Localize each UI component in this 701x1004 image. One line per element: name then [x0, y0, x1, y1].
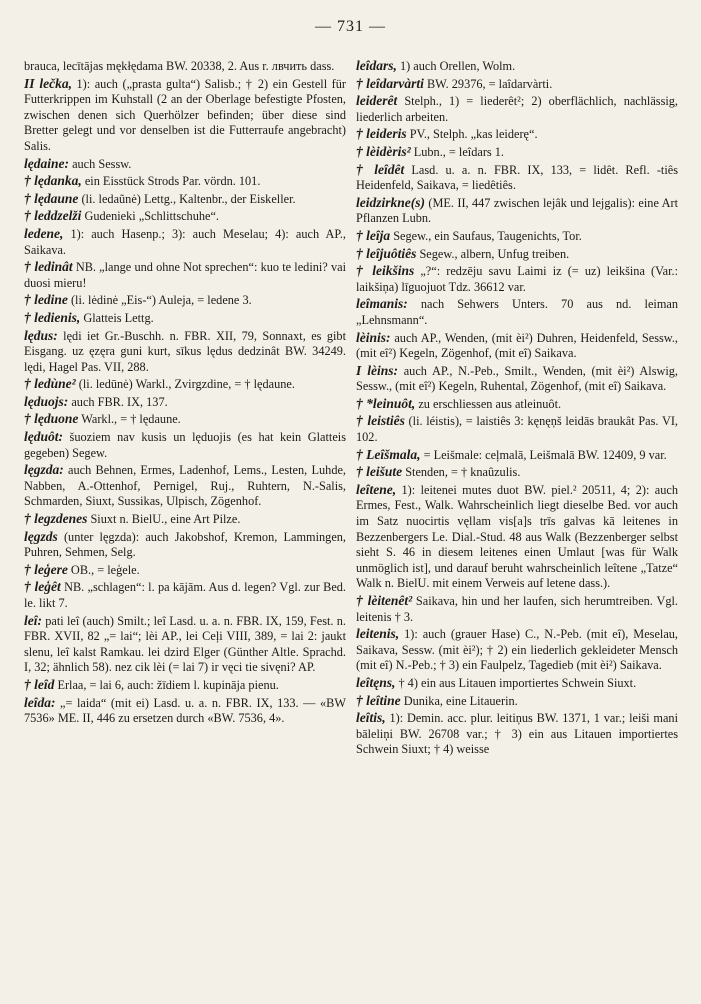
dictionary-entry — [356, 396, 678, 413]
entry-headword: leîdars, — [356, 58, 397, 73]
entry-headword: lèinis: — [356, 329, 391, 345]
entry-headword: † lędanka, — [24, 173, 82, 189]
dictionary-entry — [356, 693, 678, 710]
entry-text: OB., = leģele. — [67, 562, 140, 577]
entry-text: „= laida“ (mit ei) Lasd. u. a. n. FBR. IX, 133. — «BW 7536» ME. II, 446 zu ersetzen durch «BW. 7536, 4». — [24, 695, 346, 726]
entry-headword: † leideris — [356, 126, 407, 142]
entry-headword: † leikšins — [356, 263, 415, 279]
entry-headword: lęgzds — [24, 528, 58, 544]
entry-text: pati leî (auch) Smilt.; leî Lasd. u. a. n. FBR. IX, 159, Fest. n. FBR. XVII, 82 „= lai“; lèi AP., lei Ceļi VIII, 389, = lai 2: jaukt slenu, leî kalst Ramkau. lei dzird Elger (Günther Altle. Sprachd. I, 32; ähnlich 58). nez cik lèi (= lai 7) ir vęci tie sivęni? AP. — [24, 613, 346, 675]
entry-text: Erlaa, = lai 6, auch: žīdiem l. kupināja pienu. — [54, 677, 279, 692]
entry-text: Stelph., 1) = liederêt²; 2) oberflächlich, nachlässig, liederlich arbeiten. — [356, 94, 678, 124]
entry-headword: leîda: — [24, 694, 56, 710]
dictionary-entry — [356, 162, 678, 194]
dictionary-entry — [356, 228, 678, 245]
entry-headword: † lèitenêt² — [356, 593, 413, 608]
dictionary-entry — [356, 296, 678, 328]
entry-headword: † *leinuôt, — [356, 395, 416, 411]
dictionary-entry — [24, 562, 346, 579]
dictionary-entry — [24, 394, 346, 411]
entry-headword: † ledùne² — [24, 376, 76, 392]
entry-headword: † legzdenes — [24, 511, 88, 527]
dictionary-entry — [24, 511, 346, 528]
entry-text: auch Behnen, Ermes, Ladenhof, Lems., Lesten, Luhde, Nabben, A.-Ottenhof, Pernigel, Ruj., Ruhtern, N.-Salis, Schmarden, Siuxt, Sussikas, Ulpisch, Zögenhof. — [24, 463, 346, 509]
entry-text: (li. ledūnė) Warkl., Zvirgzdine, = † lędaune. — [75, 377, 295, 392]
dictionary-entry — [356, 675, 678, 692]
entry-text: Warkl., = † lędaune. — [78, 412, 181, 427]
dictionary-entry — [356, 76, 678, 93]
entry-text: Dunika, eine Litauerin. — [400, 693, 518, 708]
entry-headword: lędus: — [24, 327, 58, 343]
entry-text: Segew., albern, Unfug treiben. — [416, 246, 570, 261]
entry-text: (unter lęgzda): auch Jakobshof, Kremon, Lammingen, Puhren, Sehmen, Selg. — [24, 529, 346, 560]
dictionary-entry — [24, 529, 346, 561]
entry-text: Lubn., = leîdars 1. — [410, 144, 505, 159]
entry-headword: † leģere — [24, 561, 68, 577]
entry-headword: ledene, — [24, 225, 64, 241]
dictionary-entry — [356, 263, 678, 295]
dictionary-entry — [24, 328, 346, 376]
dictionary-entry — [356, 710, 678, 758]
dictionary-entry — [356, 58, 678, 75]
entry-headword: † leģêt — [24, 579, 61, 595]
entry-headword: † ledine — [24, 292, 68, 308]
entry-headword: † ledinât — [24, 259, 73, 275]
entry-text: NB. „lange und ohne Not sprechen“: kuo te ledini? vai duosi mieru! — [24, 260, 346, 290]
dictionary-entry — [24, 695, 346, 727]
dictionary-entry — [356, 447, 678, 464]
dictionary-entry — [24, 292, 346, 309]
entry-headword: † lèidèris² — [356, 143, 411, 159]
entry-text: 1): auch Hasenp.; 3): auch Meselau; 4): auch AP., Saikava. — [24, 226, 346, 257]
entry-text: ein Eisstück Strods Par. vördn. 101. — [81, 174, 261, 189]
dictionary-entry — [356, 93, 678, 125]
dictionary-entry — [24, 613, 346, 676]
entry-text: 1): auch (grauer Hase) C., N.-Peb. (mit eî), Meselau, Saikava, Sessw. (mit èi²); † 2) ein liederlich gekleideter Mensch (mit eî) N.-Peb.; † 3) ein Faulpelz, Tagedieb (mit èi²) Saikava. — [356, 627, 678, 673]
entry-text: „?“: redzēju savu Laimi iz (= uz) leikšina (Var.: laikšiņa) līguojuot Tdz. 36612 var. — [356, 264, 678, 294]
dictionary-entry — [356, 413, 678, 445]
entry-text: 1): auch („prasta gulta“) Salisb.; † 2) ein Gestell für Futterkrippen im Kuhstall (2 an der Oberlage befestigte Pfosten, zwischen denen sich Querhölzer befinden; über diese sind Bretter gelegt und vor denselben ist die Futterraufe angebracht) Salis. — [24, 76, 346, 153]
entry-headword: leîtęns, — [356, 674, 396, 690]
dictionary-entry — [24, 429, 346, 461]
entry-headword: † lędaune — [24, 190, 79, 206]
entry-headword: † leîd — [24, 676, 55, 692]
entry-headword: † leîja — [356, 227, 391, 243]
entry-text: = Leišmale: ceļmalā, Leišmalā BW. 12409, 9 var. — [420, 447, 667, 462]
dictionary-entry — [24, 226, 346, 258]
entry-text: Gudenieki „Schlittschuhe“. — [81, 209, 219, 224]
entry-text: zu erschliessen aus atleinuôt. — [415, 396, 562, 411]
entry-text: 1) auch Orellen, Wolm. — [396, 59, 516, 73]
dictionary-entry — [24, 208, 346, 225]
dictionary-entry — [24, 58, 346, 75]
entry-text: Siuxt n. BielU., eine Art Pilze. — [87, 512, 241, 527]
dictionary-entry — [24, 173, 346, 190]
entry-text: BW. 29376, = laîdarvàrti. — [423, 76, 553, 91]
dictionary-entry — [356, 626, 678, 674]
entry-headword: † leîdêt — [356, 161, 405, 177]
entry-headword: lęduôt: — [24, 429, 63, 445]
dictionary-entry — [356, 363, 678, 395]
right-column — [356, 58, 678, 759]
left-column — [24, 58, 346, 728]
entry-text: (li. ledaũnė) Lettg., Kaltenbr., der Eiskeller. — [78, 191, 296, 206]
entry-headword: leî: — [24, 612, 42, 628]
dictionary-entry — [356, 482, 678, 592]
entry-headword: leidzirkne(s) — [356, 194, 425, 210]
entry-headword: I lèins: — [356, 362, 399, 378]
entry-text: † 4) ein aus Litauen importiertes Schwein Siuxt. — [395, 675, 637, 690]
entry-headword: † leîjuôtiês — [356, 245, 417, 261]
entry-text: Glatteis Lettg. — [80, 310, 154, 325]
entry-headword: † leišute — [356, 464, 403, 480]
dictionary-entry — [24, 411, 346, 428]
entry-headword: leîtis, — [356, 710, 386, 726]
entry-headword: † leistiês — [356, 413, 405, 429]
entry-text: auch FBR. IX, 137. — [68, 394, 168, 409]
dictionary-entry — [356, 126, 678, 143]
entry-headword: † leîdarvàrti — [356, 75, 424, 91]
entry-text: šuoziem nav kusis un lęduojis (es hat kein Glatteis gegeben) Segew. — [24, 430, 346, 460]
entry-text: auch AP., N.-Peb., Smilt., Wenden, (mit èi²) Alswig, Sessw., (mit eî²) Kegeln, Ruhental, Zögenhof, (mit eî) Saikava. — [356, 363, 678, 394]
dictionary-entry — [356, 464, 678, 481]
entry-text: Stenden, = † knaûzulis. — [402, 465, 521, 480]
entry-headword: † leîtine — [356, 692, 401, 708]
entry-text: Segew., ein Saufaus, Taugenichts, Tor. — [390, 228, 582, 243]
entry-text: auch AP., Wenden, (mit èi²) Duhren, Heidenfeld, Sessw., (mit eî²) Kegeln, Zögenhof, (mit eî) Saikava. — [356, 330, 678, 361]
dictionary-entry — [24, 462, 346, 510]
entry-text: (li. léistis), = laistiês 3: kęnęņš leidās braukât Pas. VI, 102. — [356, 414, 678, 445]
entry-text: 1): leitenei mutes duot BW. piel.² 20511, 4; 2): auch Ermes, Fest., Walk. Wahrscheinlich liegt dieselbe Bed. vor auch im Satz nuocirtis vęllam vis[a]s trīs galvas kā leitenes in Bezzenbergers Le. Dial.-Stud. 48 aus Walk (Bezzenberger selbst sieht S. 46 in diesem leitenes einen Umlaut [was für Walk unmöglich ist], und darauf beruht wahrscheinlich leîtene „Tatze“ Walk n. BielU. mit einem Verweis auf letene dass.). — [356, 482, 678, 591]
dictionary-entry — [24, 310, 346, 327]
entry-text: brauca, lecītājas mękłędama BW. 20338, 2. Aus r. лвчить dass. — [24, 59, 335, 73]
entry-headword: † lęduone — [24, 411, 79, 427]
dictionary-entry — [356, 330, 678, 362]
entry-headword: leîmanis: — [356, 296, 408, 312]
dictionary-entry — [24, 191, 346, 208]
entry-headword: lęduojs: — [24, 393, 69, 409]
entry-text: (ME. II, 447 zwischen lejâk und lejgalis): eine Art Pflanzen Lubn. — [356, 195, 678, 226]
entry-text: (li. lėdinė „Eis-“) Auleja, = ledene 3. — [67, 293, 252, 308]
dictionary-entry — [24, 156, 346, 173]
dictionary-entry — [356, 246, 678, 263]
entry-text: Saikava, hin und her laufen, sich herumtreiben. Vgl. leitenis † 3. — [356, 594, 678, 624]
dictionary-entry — [24, 376, 346, 393]
dictionary-entry — [24, 259, 346, 291]
dictionary-entry — [356, 195, 678, 227]
dictionary-entry — [356, 593, 678, 625]
entry-headword: leitenis, — [356, 626, 400, 642]
entry-text: NB. „schlagen“: l. pa kājām. Aus d. legen? Vgl. zur Bed. le. likt 7. — [24, 580, 346, 610]
dictionary-entry — [24, 579, 346, 611]
dictionary-entry — [24, 677, 346, 694]
entry-text: auch Sessw. — [69, 156, 132, 171]
entry-headword: II lečka, — [24, 75, 72, 91]
entry-headword: † ledienis, — [24, 309, 81, 325]
entry-text: nach Sehwers Unters. 70 aus nd. leiman „Lehnsmann“. — [356, 297, 678, 327]
entry-headword: † Leîšmala, — [356, 446, 421, 462]
entry-text: lędi iet Gr.-Buschh. n. FBR. XII, 79, Sonnaxt, es gibt Eisgang. uz ęzęra guni kurt, sīkus lędus dedzinât BW. 34249. lędi, Hagel Pas. VII, 288. — [24, 328, 346, 374]
entry-headword: lędaine: — [24, 155, 69, 171]
entry-headword: leîtene, — [356, 481, 397, 497]
entry-headword: lęgzda: — [24, 462, 64, 478]
entry-text: PV., Stelph. „kas leiderę“. — [406, 127, 538, 142]
page-number: — 731 — — [315, 18, 386, 35]
dictionary-entry — [24, 76, 346, 155]
entry-text: 1): Demin. acc. plur. leitiņus BW. 1371, 1 var.; leiši mani bāleliņi BW. 26708 var.; † 3) ein aus Litauen importiertes Schwein Siuxt; † 4) weisse — [356, 711, 678, 757]
entry-headword: leiderêt — [356, 93, 398, 109]
entry-text: Lasd. u. a. n. FBR. IX, 133, = lidêt. Refl. -tiês Heidenfeld, Saikava, = liedêtiês. — [356, 162, 678, 193]
entry-headword: † leddzelži — [24, 208, 82, 224]
dictionary-entry — [356, 144, 678, 161]
